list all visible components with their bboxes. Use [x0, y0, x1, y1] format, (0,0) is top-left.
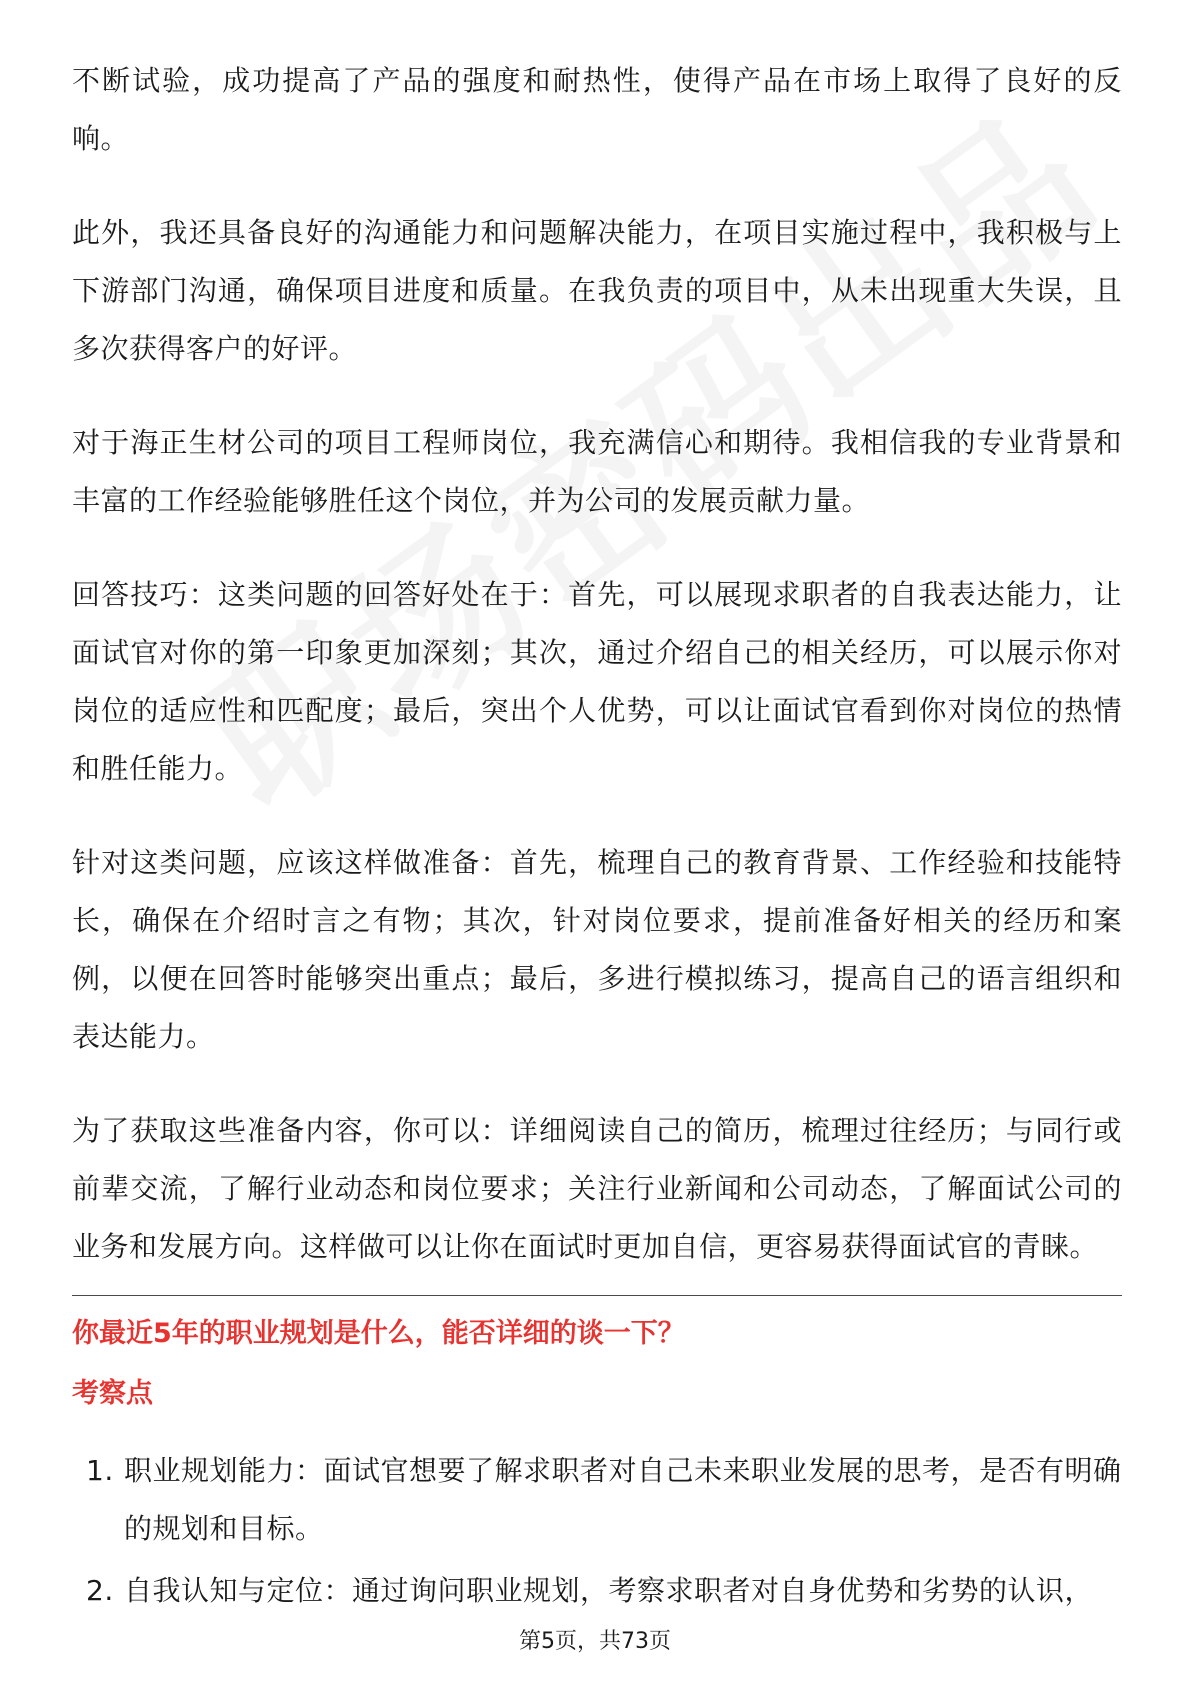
- list-item-number: 1.: [86, 1454, 114, 1487]
- list-item-text: 自我认知与定位：通过询问职业规划，考察求职者对自身优势和劣势的认识，: [124, 1574, 1094, 1607]
- question-heading: 你最近5年的职业规划是什么，能否详细的谈一下？: [72, 1318, 685, 1349]
- paragraph: 为了获取这些准备内容，你可以：详细阅读自己的简历，梳理过往经历；与同行或前辈交流，了解行业动态和岗位要求；关注行业新闻和公司动态，了解面试公司的业务和发展方向。这样做可以让你在面试时更加自信，更容易获得面试官的青睐。: [72, 1114, 1122, 1263]
- list-item-number: 2.: [86, 1574, 114, 1607]
- list-item: [72, 1562, 1122, 1620]
- paragraph: 不断试验，成功提高了产品的强度和耐热性，使得产品在市场上取得了良好的反响。: [72, 64, 1122, 155]
- page-footer: 第5页，共73页: [519, 1629, 671, 1654]
- body-text: [72, 52, 1122, 1312]
- paragraph: 回答技巧：这类问题的回答好处在于：首先，可以展现求职者的自我表达能力，让面试官对你的第一印象更加深刻；其次，通过介绍自己的相关经历，可以展示你对岗位的适应性和匹配度；最后，突出个人优势，可以让面试官看到你对岗位的热情和胜任能力。: [72, 578, 1122, 785]
- paragraph: 对于海正生材公司的项目工程师岗位，我充满信心和期待。我相信我的专业背景和丰富的工作经验能够胜任这个岗位，并为公司的发展贡献力量。: [72, 426, 1122, 517]
- list-item-text: 职业规划能力：面试官想要了解求职者对自己未来职业发展的思考，是否有明确的规划和目标。: [124, 1454, 1122, 1545]
- evaluation-points-list: [72, 1442, 1122, 1624]
- section-label: 考察点: [72, 1378, 153, 1409]
- paragraph: 此外，我还具备良好的沟通能力和问题解决能力，在项目实施过程中，我积极与上下游部门沟通，确保项目进度和质量。在我负责的项目中，从未出现重大失误，且多次获得客户的好评。: [72, 216, 1122, 365]
- section-divider: [72, 1295, 1122, 1296]
- list-item: [72, 1442, 1122, 1558]
- paragraph: 针对这类问题，应该这样做准备：首先，梳理自己的教育背景、工作经验和技能特长，确保在介绍时言之有物；其次，针对岗位要求，提前准备好相关的经历和案例，以便在回答时能够突出重点；最后，多进行模拟练习，提高自己的语言组织和表达能力。: [72, 846, 1122, 1053]
